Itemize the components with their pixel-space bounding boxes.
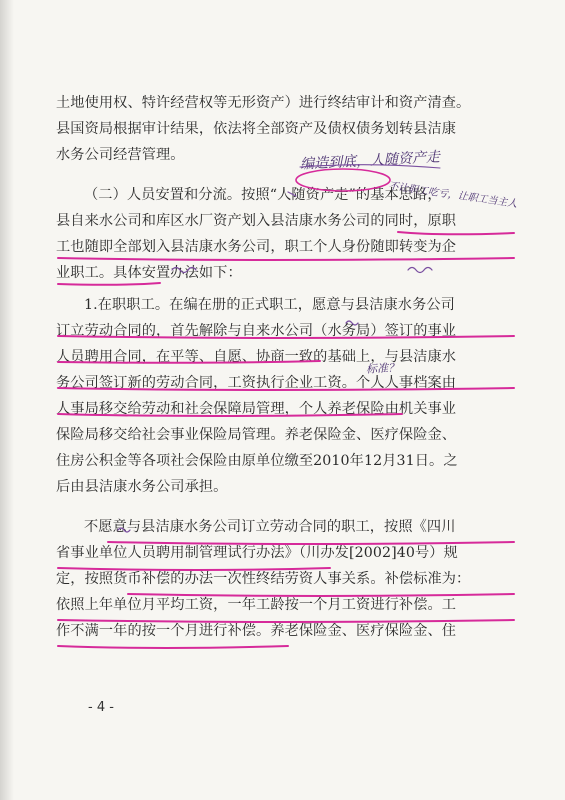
text-line: 省事业单位人员聘用制管理试行办法》（川办发[2002]40号）规 (56, 545, 458, 561)
text-line: 务公司签订新的劳动合同，工资执行企业工资。个人人事档案由 (56, 375, 457, 391)
text-line: 定，按照货币补偿的办法一次性终结劳资人事关系。补偿标准为： (56, 571, 471, 587)
text-line: 订立劳动合同的，首先解除与自来水公司（水务局）签订的事业 (56, 323, 457, 339)
text-line: 1.在职职工。在编在册的正式职工，愿意与县洁康水务公司 (84, 297, 455, 313)
text-line: （二）人员安置和分流。按照“人随资产走”的基本思路， (84, 187, 442, 203)
page-number: - 4 - (88, 700, 114, 715)
paragraph-asset-audit (56, 90, 516, 168)
text-line: 工也随即全部划入县洁康水务公司，职工个人身份随即转变为企 (56, 239, 457, 255)
text-line: 依照上年单位月平均工资，一年工龄按一个月工资进行补偿。工 (56, 597, 457, 613)
text-line: 县自来水公司和库区水厂资产划入县洁康水务公司的同时，原职 (56, 213, 457, 229)
text-line: 业职工。具体安置办法如下： (56, 265, 242, 281)
scan-shadow-edge (0, 0, 14, 800)
text-line: 人事局移交给劳动和社会保障局管理，个人养老保险由机关事业 (56, 401, 457, 417)
text-line: 作不满一年的按一个月进行补偿。养老保险金、医疗保险金、住 (56, 623, 457, 639)
handwritten-note: 不让职工吃亏，让职工当主人 (387, 180, 518, 210)
text-line: 不愿意与县洁康水务公司订立劳动合同的职工，按照《四川 (84, 519, 456, 535)
text-line: 人员聘用合同，在平等、自愿、协商一致的基础上，与县洁康水 (56, 349, 457, 365)
document-body (56, 90, 516, 644)
text-line: 后由县洁康水务公司承担。 (56, 479, 228, 495)
text-line: 土地使用权、特许经营权等无形资产）进行终结审计和资产清查。 (56, 95, 471, 111)
handwritten-note: 标准？ (365, 361, 400, 376)
text-line: 保险局移交给社会事业保险局管理。养老保险金、医疗保险金、 (56, 427, 457, 443)
text-line: 住房公积金等各项社会保险由原单位缴至2010年12月31日。之 (56, 453, 458, 469)
paragraph-unwilling-staff (56, 514, 516, 644)
text-line: 县国资局根据审计结果，依法将全部资产及债权债务划转县洁康 (56, 121, 457, 137)
text-line: 水务公司经营管理。 (56, 147, 185, 163)
handwritten-note: 编造到底，人随资产走 (299, 149, 441, 173)
paragraph-active-staff (56, 292, 516, 500)
